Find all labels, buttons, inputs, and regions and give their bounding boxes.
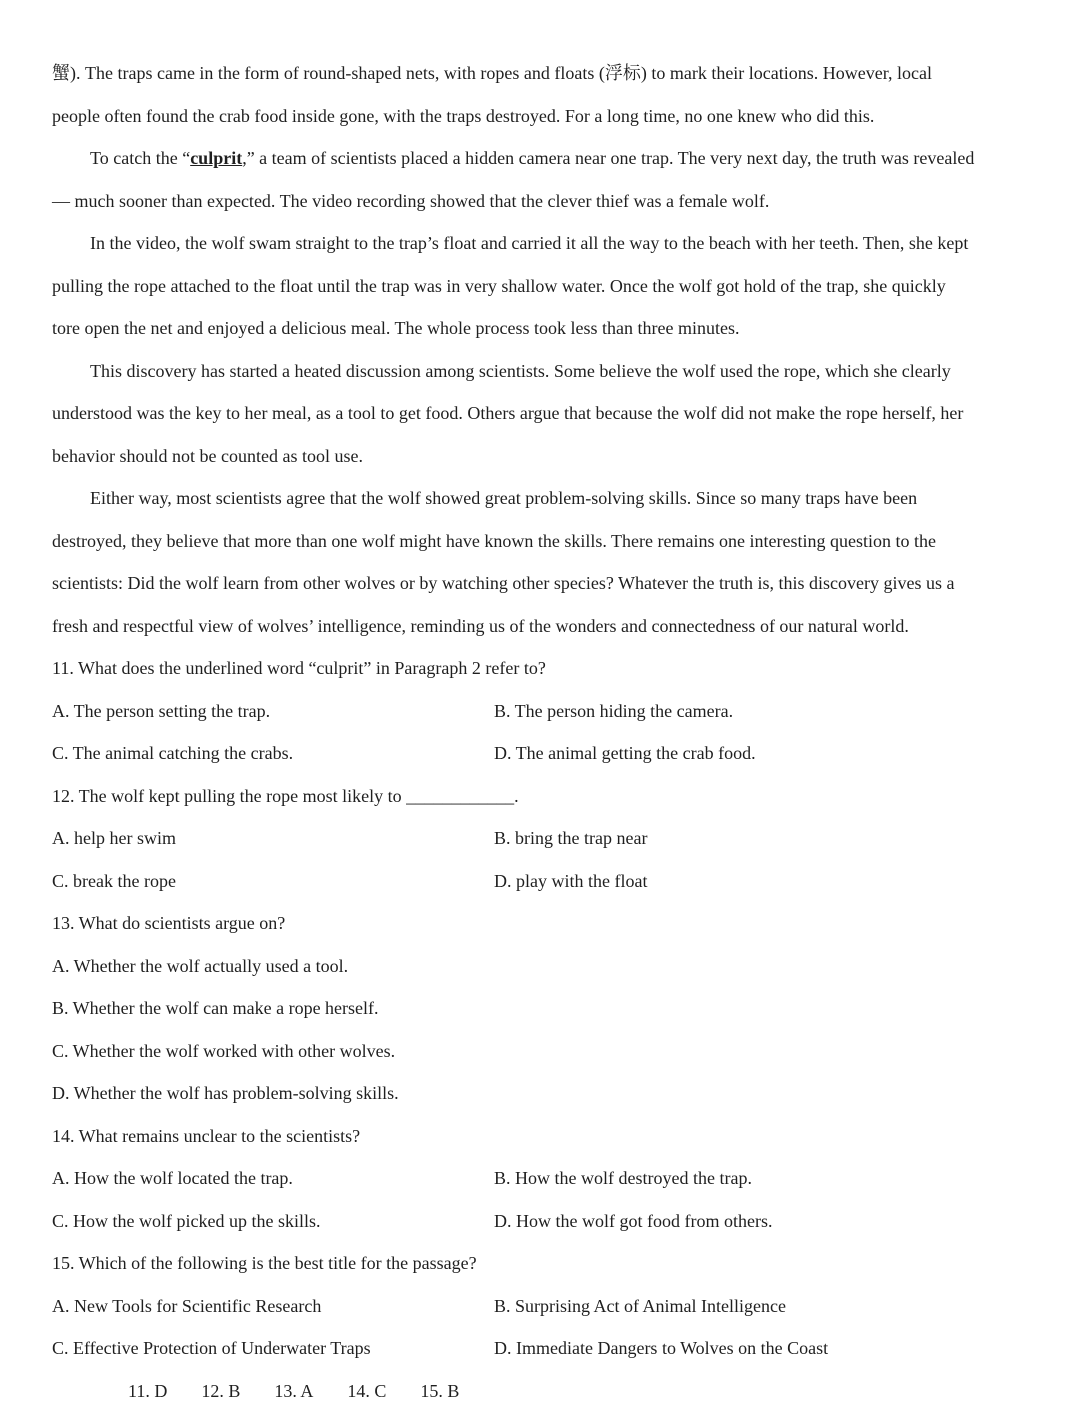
passage-line: understood was the key to her meal, as a tool to get food. Others argue that because the wolf did not make the rope herself, her [52,403,964,423]
option-row [52,1327,1032,1370]
option-c: C. break the rope [52,870,176,891]
option-c: C. The animal catching the crabs. [52,743,294,763]
option-c: C. How the wolf picked up the skills. [52,1210,321,1231]
option-b: B. Whether the wolf can make a rope herself. [52,998,379,1018]
option-c: C. Effective Protection of Underwater Traps [52,1338,371,1358]
question-14 [52,1115,1032,1243]
answer-item: 12. B [201,1380,241,1401]
option-d: D. play with the float [494,870,648,891]
option-row [52,817,1032,860]
option-row [52,860,1032,903]
option-b: B. Surprising Act of Animal Intelligence [494,1295,786,1316]
passage-line [52,137,1032,180]
passage-line: scientists: Did the wolf learn from other wolves or by watching other species? Whatever the truth is, this discovery gives us a [52,573,955,593]
underlined-word-culprit: culprit [190,148,243,168]
option-d: D. Immediate Dangers to Wolves on the Coast [494,1338,829,1358]
question-stem: 13. What do scientists argue on? [52,913,286,933]
option-a: A. How the wolf located the trap. [52,1168,293,1188]
option-a: A. help her swim [52,828,176,848]
option-a: A. New Tools for Scientific Research [52,1295,322,1316]
question-11 [52,647,1032,775]
question-13 [52,902,1032,1115]
passage-text: ,” a team of scientists placed a hidden camera near one trap. The very next day, the truth was revealed [242,148,975,168]
option-d: D. How the wolf got food from others. [494,1210,773,1231]
answer-key [52,1370,1032,1412]
option-b: B. The person hiding the camera. [494,700,734,721]
exam-page [52,52,1032,1412]
question-stem: 15. Which of the following is the best title for the passage? [52,1253,477,1273]
option-b: B. How the wolf destroyed the trap. [494,1168,752,1188]
option-row [52,1157,1032,1200]
answer-item: 15. B [420,1380,460,1401]
passage-line: — much sooner than expected. The video recording showed that the clever thief was a female wolf. [52,190,770,211]
passage-line: pulling the rope attached to the float until the trap was in very shallow water. Once the wolf got hold of the trap, she quickly [52,275,946,296]
option-row [52,1285,1032,1328]
passage-line: 蟹). The traps came in the form of round-shaped nets, with ropes and floats (浮标) to mark their locations. However, local [52,63,933,83]
answer-item: 14. C [347,1380,387,1401]
question-stem: 14. What remains unclear to the scientists? [52,1125,361,1146]
option-a: A. The person setting the trap. [52,700,271,721]
question-stem: 11. What does the underlined word “culprit” in Paragraph 2 refer to? [52,658,546,678]
option-d: D. Whether the wolf has problem-solving skills. [52,1083,399,1103]
passage-line: behavior should not be counted as tool use. [52,445,363,466]
passage-line: In the video, the wolf swam straight to the trap’s float and carried it all the way to the beach with her teeth. Then, she kept [90,233,969,253]
option-row [52,1200,1032,1243]
passage-line: destroyed, they believe that more than one wolf might have known the skills. There remains one interesting question to the [52,530,936,551]
question-stem: 12. The wolf kept pulling the rope most likely to ____________. [52,785,519,806]
passage [52,52,1032,647]
answer-item: 11. D [128,1380,168,1401]
option-b: B. bring the trap near [494,828,648,848]
option-a: A. Whether the wolf actually used a tool. [52,955,349,976]
option-d: D. The animal getting the crab food. [494,743,756,763]
option-c: C. Whether the wolf worked with other wolves. [52,1040,396,1061]
passage-text: To catch the “ [90,148,191,168]
passage-line: fresh and respectful view of wolves’ intelligence, reminding us of the wonders and connectedness of our natural world. [52,615,909,636]
question-15 [52,1242,1032,1370]
passage-line: This discovery has started a heated discussion among scientists. Some believe the wolf used the rope, which she clearly [90,360,951,381]
passage-line: tore open the net and enjoyed a delicious meal. The whole process took less than three minutes. [52,318,740,338]
passage-line: Either way, most scientists agree that the wolf showed great problem-solving skills. Since so many traps have been [90,488,918,508]
option-row [52,690,1032,733]
answer-item: 13. A [274,1380,314,1401]
option-row [52,732,1032,775]
passage-line: people often found the crab food inside gone, with the traps destroyed. For a long time, no one knew who did this. [52,105,875,126]
question-12 [52,775,1032,903]
